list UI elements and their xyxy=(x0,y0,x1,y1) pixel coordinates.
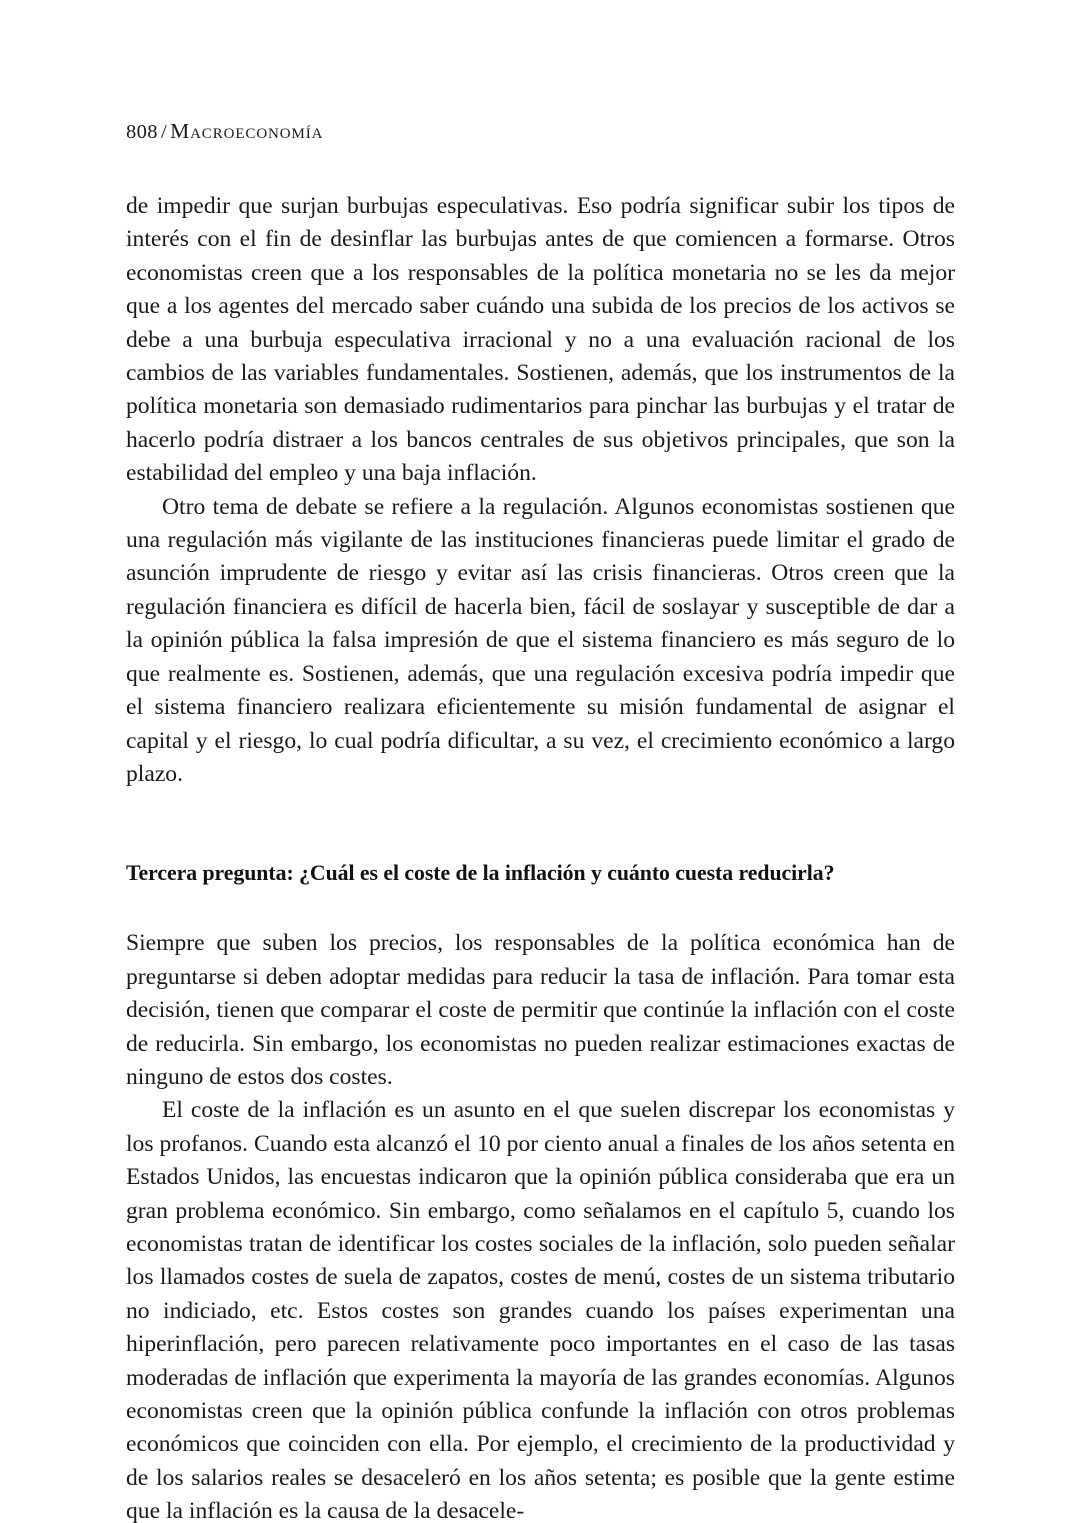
running-header-separator: / xyxy=(160,121,168,143)
body-text-block xyxy=(126,190,955,1523)
paragraph-3: Siempre que suben los precios, los responsables de la política económica han de preguntarse si deben adoptar medidas para reducir la tasa de inflación. Para tomar esta decisión, tienen que comparar el coste de permitir que continúe la inflación con el coste de reducirla. Sin embargo, los economistas no pueden realizar estimaciones exactas de ninguno de estos dos costes. xyxy=(126,930,955,1090)
page-content-column xyxy=(126,118,955,1523)
heading-bottom-spacer xyxy=(126,888,955,927)
running-header xyxy=(126,118,955,145)
running-header-book-title: Macroeconomía xyxy=(170,119,324,143)
paragraph-2: Otro tema de debate se refiere a la regulación. Algunos economistas sostienen que una regulación más vigilante de las instituciones financieras puede limitar el grado de asunción imprudente de riesgo y evitar así las crisis financieras. Otros creen que la regulación financiera es difícil de hacerla bien, fácil de soslayar y susceptible de dar a la opinión pública la falsa impresión de que el sistema financiero es más seguro de lo que realmente es. Sostienen, además, que una regulación excesiva podría impedir que el sistema financiero realizara eficientemente su misión fundamental de asignar el capital y el riesgo, lo cual podría dificultar, a su vez, el crecimiento económico a largo plazo. xyxy=(126,493,955,787)
paragraph-1: de impedir que surjan burbujas especulativas. Eso podría significar subir los tipos de interés con el fin de desinflar las burbujas antes de que comiencen a formarse. Otros economistas creen que a los responsables de la política monetaria no se les da mejor que a los agentes del mercado saber cuándo una subida de los precios de los activos se debe a una burbuja especulativa irracional y no a una evaluación racional de los cambios de las variables fundamentales. Sostienen, además, que los instrumentos de la política monetaria son demasiado rudimentarios para pinchar las burbujas y el tratar de hacerlo podría distraer a los bancos centrales de sus objetivos principales, que son la estabilidad del empleo y una baja inflación. xyxy=(126,193,955,487)
paragraph-4: El coste de la inflación es un asunto en el que suelen discrepar los economistas y los profanos. Cuando esta alcanzó el 10 por ciento anual a finales de los años setenta en Estados Unidos, las encuestas indicaron que la opinión pública consideraba que era un gran problema económico. Sin embargo, como señalamos en el capítulo 5, cuando los economistas tratan de identificar los costes sociales de la inflación, solo pueden señalar los llamados costes de suela de zapatos, costes de menú, costes de un sistema tributario no indiciado, etc. Estos costes son grandes cuando los países experimentan una hiperinflación, pero parecen relativamente poco importantes en el caso de las tasas moderadas de inflación que experimenta la mayoría de las grandes economías. Algunos economistas creen que la opinión pública confunde la inflación con otros problemas económicos que coinciden con ella. Por ejemplo, el crecimiento de la productividad y de los salarios reales se desaceleró en los años setenta; es posible que la gente estime que la inflación es la causa de la desacele- xyxy=(126,1097,955,1523)
page-folio-number: 808 xyxy=(126,121,158,143)
heading-top-spacer xyxy=(126,791,955,858)
section-heading: Tercera pregunta: ¿Cuál es el coste de la inflación y cuánto cuesta reducirla? xyxy=(126,861,835,886)
